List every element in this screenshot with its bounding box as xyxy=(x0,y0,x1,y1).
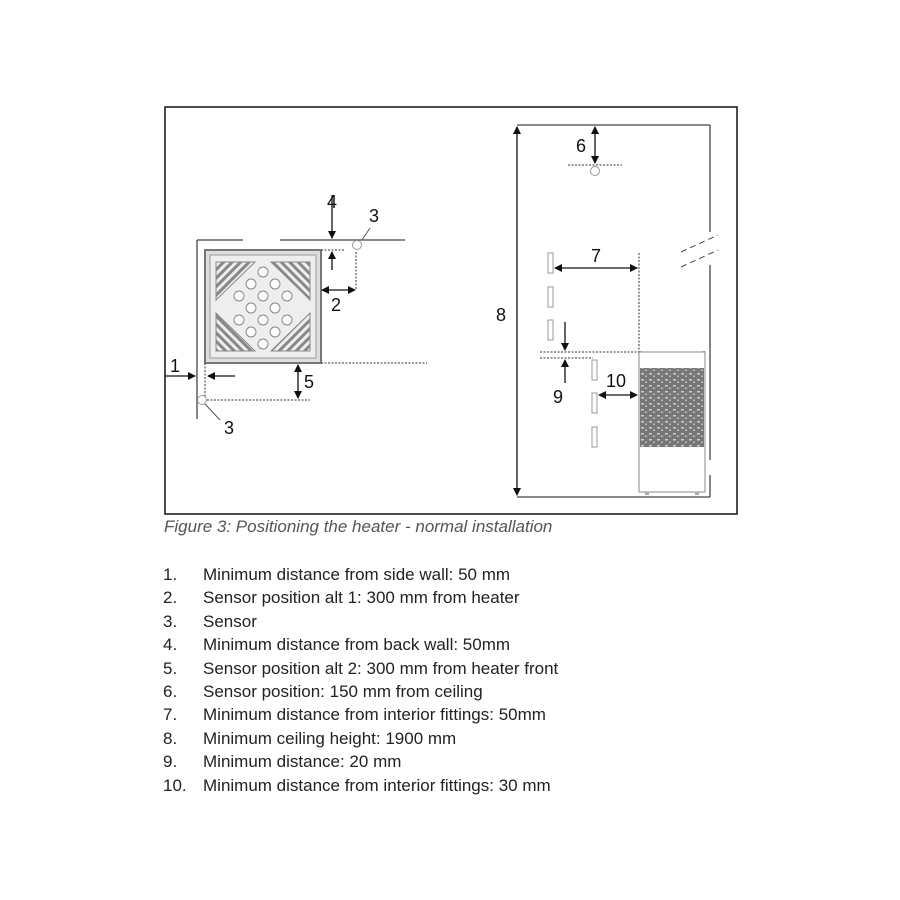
label-2: 2 xyxy=(331,295,342,315)
sensor-icon xyxy=(353,241,362,250)
heater-side-view xyxy=(639,352,705,495)
label-8: 8 xyxy=(496,305,507,325)
item-number: 8. xyxy=(163,728,178,748)
label-10: 10 xyxy=(606,371,627,391)
item-number: 6. xyxy=(163,681,178,701)
item-number: 1. xyxy=(163,565,178,584)
item-text: Minimum distance from back wall: 50mm xyxy=(203,635,511,655)
item-text: Minimum distance from interior fittings: 30 mm xyxy=(203,775,551,795)
label-7: 7 xyxy=(591,246,602,266)
list-item xyxy=(163,682,558,705)
sensor-icon xyxy=(591,167,600,176)
legend-list xyxy=(163,565,558,799)
item-text: Sensor xyxy=(203,611,257,631)
item-text: Minimum ceiling height: 1900 mm xyxy=(203,728,457,748)
list-item xyxy=(163,565,558,588)
item-text: Minimum distance from side wall: 50 mm xyxy=(203,565,511,584)
sensor-icon xyxy=(198,396,207,405)
list-item xyxy=(163,635,558,658)
label-6: 6 xyxy=(576,136,587,156)
label-3: 3 xyxy=(224,418,235,438)
top-view xyxy=(165,195,427,420)
figure-caption: Figure 3: Positioning the heater - normal installation xyxy=(164,517,553,536)
item-text: Sensor position: 150 mm from ceiling xyxy=(203,681,483,701)
item-text: Minimum distance: 20 mm xyxy=(203,752,402,772)
label-5: 5 xyxy=(304,372,315,392)
list-item xyxy=(163,776,558,799)
item-number: 4. xyxy=(163,635,178,655)
list-item xyxy=(163,659,558,682)
side-view xyxy=(517,125,718,497)
list-item xyxy=(163,752,558,775)
item-text: Sensor position alt 1: 300 mm from heater xyxy=(203,588,520,608)
list-item xyxy=(163,705,558,728)
item-number: 5. xyxy=(163,658,178,678)
item-text: Sensor position alt 2: 300 mm from heater front xyxy=(203,658,559,678)
label-1: 1 xyxy=(170,356,181,376)
item-number: 2. xyxy=(163,588,178,608)
list-item xyxy=(163,612,558,635)
item-number: 7. xyxy=(163,705,178,725)
item-number: 10. xyxy=(163,775,187,795)
list-item xyxy=(163,729,558,752)
label-4: 4 xyxy=(327,192,338,212)
item-number: 9. xyxy=(163,752,178,772)
list-item xyxy=(163,588,558,611)
heater-top-view xyxy=(205,250,321,363)
label-3: 3 xyxy=(369,206,380,226)
item-text: Minimum distance from interior fittings: 50mm xyxy=(203,705,546,725)
label-9: 9 xyxy=(553,387,564,407)
item-number: 3. xyxy=(163,611,178,631)
